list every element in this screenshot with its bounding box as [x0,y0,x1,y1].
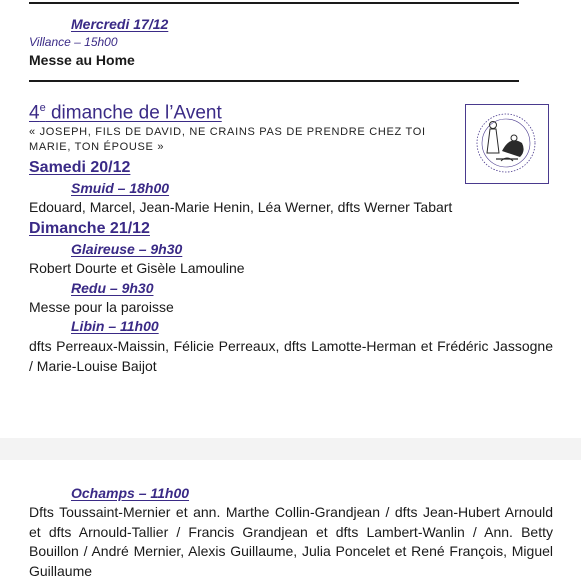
page-title [29,102,222,124]
dimanche-date: Dimanche 21/12 [29,220,150,237]
title-superscript: e [39,102,46,114]
mercredi-date: Mercredi 17/12 [71,16,169,32]
smuid-mass-time: Smuid – 18h00 [71,180,170,196]
samedi-date: Samedi 20/12 [29,159,131,176]
nativity-emblem [465,104,549,184]
ochamps-mass-time: Ochamps – 11h00 [71,485,190,501]
section-rule [29,80,519,82]
redu-mass-time: Redu – 9h30 [71,280,154,296]
glaireuse-intentions: Robert Dourte et Gisèle Lamouline [29,260,245,276]
messe-au-home: Messe au Home [29,52,135,68]
villance-place-time: Villance – 15h00 [29,35,118,49]
title-number: 4 [29,102,40,124]
gospel-quote-line-2: MARIE, TON ÉPOUSE » [29,141,165,153]
glaireuse-mass-time: Glaireuse – 9h30 [71,241,183,257]
title-rest: dimanche de l’Avent [45,102,222,124]
libin-intentions: dfts Perreaux-Maissin, Félicie Perreaux, dfts Lamotte-Herman et Frédéric Jassogne / Marie-Louise Baijot [29,338,553,374]
redu-intentions: Messe pour la paroisse [29,299,174,315]
smuid-intentions: Edouard, Marcel, Jean-Marie Henin, Léa Werner, dfts Werner Tabart [29,199,453,215]
ochamps-intentions: Dfts Toussaint-Mernier et ann. Marthe Collin-Grandjean / dfts Jean-Hubert Arnould et dfts Arnould-Tallier / Francis Grandjean et dfts Lambert-Wanlin / Ann. Betty Bouillon / André Mernier, Alexis Guillaume, Julia Poncelet et René François, Miguel Guillaume [29,504,553,579]
nativity-emblem-icon [466,105,547,182]
page-break [0,438,581,460]
gospel-quote-line-1: « JOSEPH, FILS DE DAVID, NE CRAINS PAS DE PRENDRE CHEZ TOI [29,126,426,138]
libin-mass-time: Libin – 11h00 [71,318,159,334]
top-rule [29,2,519,4]
